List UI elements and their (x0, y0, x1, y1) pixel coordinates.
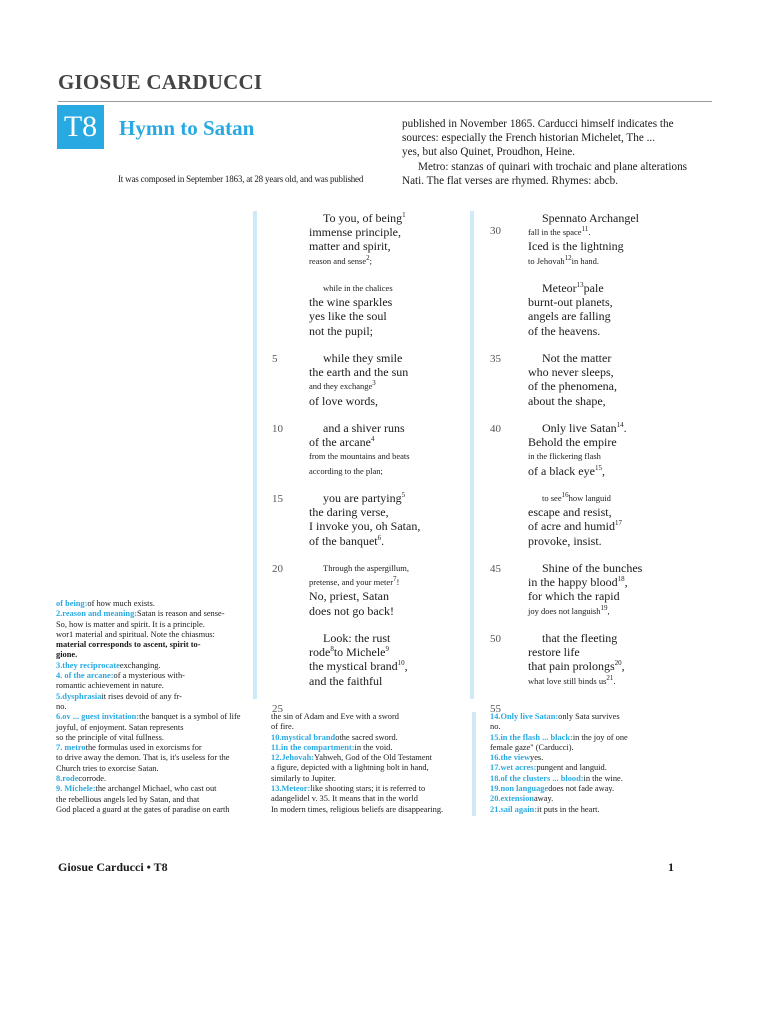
verse-text: of the banquet (309, 533, 378, 548)
note-line (56, 723, 242, 733)
verse-text: . (381, 533, 385, 548)
verse-line (309, 309, 489, 323)
note-line (56, 681, 242, 691)
note-text: similarly to Jupiter. (271, 773, 336, 783)
note-keyword: 16.the view (490, 753, 531, 763)
verse-line (309, 575, 489, 589)
note-keyword: 6.ov ... guest invitation: (56, 712, 140, 722)
note-keyword: 19.non language (490, 784, 549, 794)
note-line (56, 805, 242, 815)
verse-text: Meteor (542, 281, 577, 295)
verse-text: , (404, 659, 408, 674)
verse-line (528, 281, 708, 295)
verse-line (309, 674, 489, 688)
note-line (56, 692, 242, 702)
note-text: the banquet is a symbol of life (139, 712, 241, 722)
intro-line: Nati. The flat verses are rhymed. Rhymes: abcb. (402, 174, 619, 187)
verse-text: rode (309, 645, 331, 660)
note-line (490, 763, 680, 773)
verse-text: joy does not languish (528, 605, 601, 616)
note-text: othe sacred sword. (335, 732, 398, 742)
verse-line (309, 604, 489, 618)
verse-text: to Jehovah (528, 255, 565, 266)
verse-line (528, 631, 708, 645)
notes-column-mid (271, 712, 461, 815)
note-line (490, 784, 680, 794)
stanza (528, 631, 708, 688)
verse-line (528, 659, 708, 673)
verse-line (528, 505, 708, 519)
note-line (56, 630, 242, 640)
line-number: 15 (272, 493, 283, 505)
footnote-ref: 3 (372, 379, 376, 388)
footnote-ref: 6 (377, 533, 382, 542)
verse-text: . (613, 675, 616, 686)
verse-line (528, 421, 708, 435)
note-line (56, 640, 242, 650)
note-line (56, 795, 242, 805)
footnote-ref: 4 (370, 435, 375, 444)
verse-text: Only live Satan (542, 421, 617, 435)
footnote-ref: 15 (594, 463, 602, 472)
verse-text: . (588, 227, 591, 238)
note-text: only Sata survives (558, 712, 620, 721)
intro-left-line: It was composed in September 1863, at 28 years old, and was published (118, 174, 364, 184)
note-line (490, 712, 680, 722)
note-text: away. (533, 794, 554, 804)
poem-title: Hymn to Satan (119, 116, 255, 140)
stanza (309, 421, 489, 478)
line-number: 45 (490, 563, 501, 575)
verse-line (309, 449, 489, 463)
notes-column-left (56, 599, 242, 815)
verse-line (309, 589, 489, 603)
verse-text: about the shape, (528, 393, 606, 408)
verse-text: while they smile (323, 351, 403, 365)
note-keyword: 13.Meteor: (271, 784, 311, 794)
line-number: 55 (490, 703, 501, 715)
intro-line: sources: especially the French historian Michelet, The ... (402, 132, 655, 145)
verse-text: in the flickering flash (528, 451, 601, 462)
verse-line (309, 505, 489, 519)
verse-line (309, 631, 489, 645)
verse-text: of a black eye (528, 463, 595, 478)
verse-text: of the arcane (309, 435, 371, 450)
note-keyword: 7. metro (56, 743, 86, 753)
verse-text: immense principle, (309, 225, 401, 240)
notes-column-right (490, 712, 680, 815)
footnote-ref: 19 (600, 603, 608, 612)
verse-text: matter and spirit, (309, 239, 391, 254)
footnote-ref: 21 (606, 673, 614, 682)
verse-text: escape and resist, (528, 505, 612, 520)
verse-text: reason and sense (309, 255, 367, 266)
note-keyword: 3.they reciprocate (56, 660, 120, 670)
note-keyword: 14.Only live Satan: (490, 712, 559, 721)
verse-line (309, 659, 489, 673)
note-text: Satan is reason and sense- (137, 609, 225, 619)
verse-line (309, 645, 489, 659)
note-keyword: 10.mystical brand (271, 732, 336, 742)
verse-line (528, 435, 708, 449)
verse-text: , (621, 659, 625, 674)
verse-line (528, 534, 708, 548)
note-text: the formulas used in exorcisms for (85, 743, 202, 753)
verse-text: in the happy blood (528, 575, 618, 590)
stanza (309, 561, 489, 618)
intro-right-block (402, 117, 702, 188)
verse-text: Shine of the bunches (542, 561, 643, 575)
stanza (528, 351, 708, 408)
verse-line (528, 674, 708, 688)
verse-line (309, 351, 489, 365)
note-keyword: 4. of the arcane: (56, 671, 114, 681)
footnote-ref: 12 (564, 253, 572, 262)
note-text: in the void. (354, 742, 393, 752)
line-number: 35 (490, 353, 501, 365)
verse-text: of the phenomena, (528, 379, 617, 394)
note-text: the rebellious angels led by Satan, and that (56, 794, 200, 804)
stanza (528, 421, 708, 478)
footnote-ref: 7 (393, 575, 397, 584)
note-line (56, 661, 242, 671)
notes-divider (472, 712, 476, 816)
line-number: 30 (490, 225, 501, 237)
verse-line (528, 239, 708, 253)
verse-line (528, 324, 708, 338)
verse-text: provoke, insist. (528, 533, 602, 548)
stanza (528, 491, 708, 548)
note-text: in the wine. (583, 773, 623, 783)
verse-text: that pain prolongs (528, 659, 615, 674)
note-text: yes. (530, 753, 544, 763)
note-line (490, 733, 680, 743)
verse-text: the daring verse, (309, 505, 389, 520)
note-text: In modern times, religious beliefs are disappearing. (271, 804, 444, 814)
note-line (56, 702, 242, 712)
note-line (490, 774, 680, 784)
verse-line (528, 589, 708, 603)
verse-text: of the heavens. (528, 323, 601, 338)
note-text: material corresponds to ascent, spirit to- (56, 640, 201, 650)
verse-text: the mystical brand (309, 659, 398, 674)
note-line (56, 774, 242, 784)
verse-line (309, 379, 489, 393)
note-text: no. (490, 722, 501, 732)
verse-line (309, 534, 489, 548)
verse-line (309, 421, 489, 435)
note-text: female gaze" (Carducci). (490, 742, 574, 752)
verse-text: the wine sparkles (309, 295, 393, 310)
note-text: the archangel Michael, who cast out (95, 784, 217, 794)
note-text: pungent and languid. (536, 763, 607, 773)
footnote-ref: 16 (561, 491, 569, 500)
verse-line (528, 519, 708, 533)
line-number: 25 (272, 703, 283, 715)
note-text: of how much exists. (87, 599, 155, 608)
verse-text: yes like the soul (309, 309, 387, 324)
note-text: romantic achievement in nature. (56, 681, 164, 691)
header-rule (58, 101, 712, 102)
verse-line (528, 254, 708, 268)
footnote-ref: 8 (330, 645, 334, 654)
note-line (271, 794, 461, 804)
note-keyword: 15.in the flash ... black: (490, 732, 573, 742)
note-line (271, 712, 461, 722)
verse-line (309, 491, 489, 505)
verse-line (309, 561, 489, 575)
note-text: a figure, depicted with a lightning bolt in hand, (271, 763, 429, 773)
verse-line (528, 645, 708, 659)
verse-line (528, 491, 708, 505)
note-line (56, 743, 242, 753)
verse-text: , (624, 575, 628, 590)
verse-line (309, 281, 489, 295)
verse-text: Spennato Archangel (542, 211, 639, 225)
verse-text: you are partying (323, 491, 402, 505)
verse-text: and the faithful (309, 673, 383, 688)
verse-text: Iced is the lightning (528, 239, 624, 254)
note-line (56, 599, 242, 609)
footnote-ref: 1 (402, 211, 406, 219)
note-line (56, 609, 242, 619)
note-line (56, 784, 242, 794)
footer-text: Giosue Carducci • T8 (58, 860, 168, 874)
page-number: 1 (668, 860, 674, 874)
note-line (271, 784, 461, 794)
line-number: 40 (490, 423, 501, 435)
verse-text: fall in the space (528, 227, 582, 238)
verse-line (309, 254, 489, 268)
note-text: So, how is matter and spirit. It is a principle. (56, 619, 205, 629)
note-text: of a mysterious with- (113, 671, 185, 681)
intro-line: yes, but also Quinet, Proudhon, Heine. (402, 146, 576, 159)
note-line (490, 753, 680, 763)
note-text: wor1 material and spiritual. Note the chiasmus: (56, 629, 215, 639)
column-divider-left (253, 211, 257, 699)
note-text: the sin of Adam and Eve with a sword (271, 712, 399, 721)
footnote-ref: 13 (576, 281, 584, 289)
verse-line (309, 464, 489, 478)
verse-line (309, 295, 489, 309)
footnote-ref: 14 (616, 421, 624, 429)
note-text: it puts in the heart. (537, 804, 600, 814)
note-text: gione. (56, 650, 78, 660)
note-line (56, 733, 242, 743)
note-keyword: 8.rode (56, 774, 79, 784)
text-badge: T8 (57, 105, 104, 149)
note-line (271, 774, 461, 784)
note-text: like shooting stars; it is referred to (310, 784, 426, 794)
line-number: 10 (272, 423, 283, 435)
footnote-ref: 20 (614, 659, 622, 668)
verse-text: what love still binds us (528, 675, 607, 686)
verse-line (309, 211, 489, 225)
verse-line (528, 365, 708, 379)
verse-text: in hand. (571, 255, 599, 266)
note-text: of fire. (271, 722, 294, 732)
note-keyword: 18.of the clusters ... blood: (490, 773, 584, 783)
stanza (309, 491, 489, 548)
stanza (528, 211, 708, 268)
note-line (490, 722, 680, 732)
verse-line (309, 519, 489, 533)
note-text: joyful, of enjoyment. Satan represents (56, 722, 184, 732)
note-keyword: 9. Michele: (56, 784, 96, 794)
note-keyword: 20.extension (490, 794, 534, 804)
verse-text: while in the chalices (323, 283, 393, 293)
verse-line (528, 225, 708, 239)
verse-line (309, 324, 489, 338)
note-line (490, 743, 680, 753)
verse-text: and a shiver runs (323, 421, 405, 435)
intro-line: published in November 1865. Carducci himself indicates the (402, 118, 674, 130)
note-line (56, 753, 242, 763)
verse-text: No, priest, Satan (309, 589, 389, 604)
note-text: Church tries to exorcise Satan. (56, 763, 159, 773)
verse-text: ! (396, 577, 400, 588)
verse-text: Through the aspergillum, (323, 563, 410, 573)
verse-text: for which the rapid (528, 589, 620, 604)
verse-line (309, 239, 489, 253)
verse-text: restore life (528, 645, 580, 660)
verse-text: how languid (568, 493, 611, 503)
note-keyword: 12.Jehovah: (271, 753, 315, 763)
note-text: no. (56, 701, 67, 711)
footnote-ref: 11 (581, 225, 589, 234)
verse-text: from the mountains and beats (309, 451, 410, 462)
verse-text: Look: the rust (323, 631, 391, 645)
note-line (56, 764, 242, 774)
verse-text: does not go back! (309, 603, 394, 618)
verse-line (528, 379, 708, 393)
note-text: to drive away the demon. That is, it's useless for the (56, 753, 230, 763)
note-keyword: of being: (56, 599, 88, 608)
verse-line (528, 464, 708, 478)
note-line (490, 805, 680, 815)
verse-text: to Michele (333, 645, 386, 660)
note-line (56, 712, 242, 722)
verse-text: . (623, 421, 627, 435)
footnote-ref: 10 (397, 659, 405, 668)
note-keyword: 11.in the compartment: (271, 742, 355, 752)
note-keyword: 21.sail again: (490, 804, 537, 814)
verse-text: pretense, and your meter (309, 577, 394, 588)
stanza (528, 561, 708, 618)
verse-text: to see (542, 493, 562, 503)
note-text: adangelidel v. 35. It means that in the world (271, 794, 418, 804)
note-line (271, 753, 461, 763)
stanza (528, 281, 708, 338)
verse-text: , (601, 463, 605, 478)
footnote-ref: 9 (385, 645, 389, 654)
intro-line: Metro: stanzas of quinari with trochaic and plane alterations (418, 160, 688, 173)
note-text: in the joy of one (572, 732, 628, 742)
verse-text: burnt-out planets, (528, 295, 613, 310)
verse-text: ; (369, 255, 372, 266)
verse-text: not the pupil; (309, 323, 373, 338)
verse-line (528, 295, 708, 309)
note-text: it rises devoid of any fr- (101, 691, 182, 701)
verse-text: angels are falling (528, 309, 611, 324)
note-line (271, 722, 461, 732)
note-keyword: 2.reason and meaning: (56, 609, 138, 619)
footnote-ref: 2 (366, 253, 370, 262)
stanza (309, 631, 489, 688)
note-line (271, 763, 461, 773)
verse-text: , (607, 605, 610, 616)
note-text: so the principle of vital fullness. (56, 732, 164, 742)
note-line (56, 671, 242, 681)
verse-line (528, 394, 708, 408)
verse-text: Behold the empire (528, 435, 617, 450)
verse-text: that the fleeting (542, 631, 618, 645)
verse-line (528, 604, 708, 618)
note-text: God placed a guard at the gates of paradise on earth (56, 804, 230, 814)
line-number: 20 (272, 563, 283, 575)
line-number: 5 (272, 353, 278, 365)
verse-text: To you, of being (323, 211, 403, 225)
verse-text: Not the matter (542, 351, 612, 365)
verse-text: according to the plan; (309, 465, 383, 476)
verse-text: pale (583, 281, 604, 295)
note-text: exchanging. (119, 660, 161, 670)
verse-text: who never sleeps, (528, 365, 614, 380)
verse-line (528, 449, 708, 463)
verse-line (528, 575, 708, 589)
verse-line (309, 365, 489, 379)
footnote-ref: 18 (617, 575, 625, 584)
verse-line (309, 225, 489, 239)
footnote-ref: 5 (401, 491, 406, 499)
verse-line (528, 561, 708, 575)
note-line (56, 620, 242, 630)
verse-text: I invoke you, oh Satan, (309, 519, 421, 534)
note-text: corrode. (78, 774, 107, 784)
verse-line (528, 309, 708, 323)
note-line (271, 733, 461, 743)
note-keyword: 17.wet acres: (490, 763, 537, 773)
note-text: Yahweh, God of the Old Testament (314, 753, 433, 763)
stanza (309, 351, 489, 408)
verse-text: of love words, (309, 393, 378, 408)
note-line (490, 794, 680, 804)
note-text: does not fade away. (548, 784, 615, 794)
line-number: 50 (490, 633, 501, 645)
stanza (309, 211, 489, 268)
note-line (56, 650, 242, 660)
verse-line (528, 351, 708, 365)
verse-text: of acre and humid (528, 519, 615, 534)
verse-line (309, 435, 489, 449)
author-heading: GIOSUE CARDUCCI (58, 70, 263, 94)
verse-line (528, 211, 708, 225)
note-line (271, 805, 461, 815)
note-line (271, 743, 461, 753)
note-keyword: 5.dysphrasia (56, 691, 102, 701)
verse-text: and they exchange (309, 381, 373, 392)
stanza (309, 281, 489, 338)
verse-text: the earth and the sun (309, 365, 409, 380)
footnote-ref: 17 (614, 519, 622, 528)
verse-line (309, 394, 489, 408)
